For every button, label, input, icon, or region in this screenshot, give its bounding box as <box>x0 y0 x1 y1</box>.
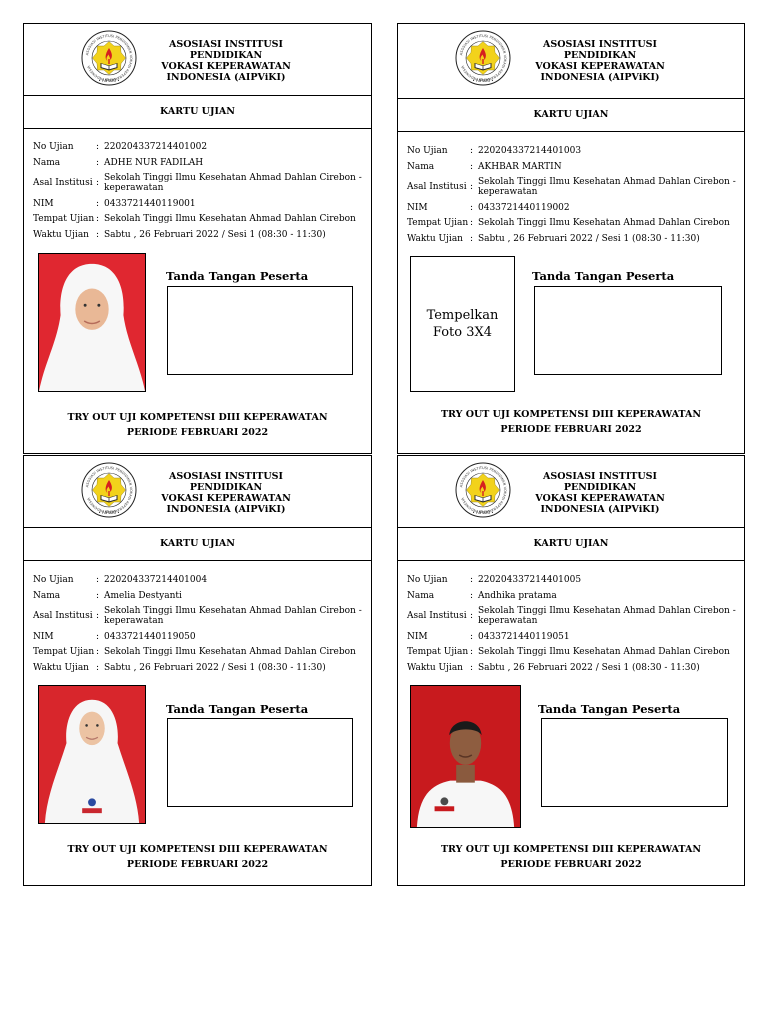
label-tempat: Tempat Ujian <box>407 647 469 657</box>
label-tempat: Tempat Ujian <box>33 647 95 657</box>
label-institusi: Asal Institusi <box>33 178 93 188</box>
exam-card-3 <box>23 455 372 886</box>
info-row-no-ujian: No Ujian : 220204337214401003 <box>407 146 737 156</box>
org-line-1: ASOSIASI INSTITUSI PENDIDIKAN <box>543 471 657 493</box>
label-nim: NIM <box>33 631 54 642</box>
participant-info <box>33 575 363 678</box>
value-waktu: Sabtu , 26 Februari 2022 / Sesi 1 (08:30 - 11:30) <box>104 662 326 673</box>
participant-photo <box>410 685 521 828</box>
value-nama: Andhika pratama <box>478 590 557 601</box>
footer-line-2: PERIODE FEBRUARI 2022 <box>500 424 642 435</box>
value-institusi: Sekolah Tinggi Ilmu Kesehatan Ahmad Dahlan Cirebon - keperawatan <box>478 177 736 197</box>
signature-box <box>167 286 353 375</box>
label-nama: Nama <box>33 590 61 601</box>
label-no-ujian: No Ujian <box>33 142 74 152</box>
info-row-tempat: Tempat Ujian : Sekolah Tinggi Ilmu Kesehatan Ahmad Dahlan Cirebon <box>407 647 737 657</box>
org-line-2: VOKASI KEPERAWATAN <box>161 493 291 504</box>
value-waktu: Sabtu , 26 Februari 2022 / Sesi 1 (08:30 - 11:30) <box>478 662 700 673</box>
card-title: KARTU UJIAN <box>24 527 371 561</box>
label-waktu: Waktu Ujian <box>407 233 463 244</box>
label-nama: Nama <box>407 590 435 601</box>
value-no-ujian: 220204337214401004 <box>104 575 208 585</box>
participant-photo <box>38 685 146 824</box>
value-nim: 0433721440119002 <box>478 202 570 213</box>
value-tempat: Sekolah Tinggi Ilmu Kesehatan Ahmad Dahlan Cirebon <box>104 214 356 224</box>
org-line-3: INDONESIA (AIPViKI) <box>540 72 660 83</box>
info-row-institusi: Asal Institusi : Sekolah Tinggi Ilmu Kesehatan Ahmad Dahlan Cirebon - keperawatan <box>407 606 736 626</box>
aipviki-logo-icon <box>81 462 137 518</box>
info-row-nama: Nama : ADHE NUR FADILAH <box>33 158 363 168</box>
card-footer <box>24 842 371 872</box>
value-waktu: Sabtu , 26 Februari 2022 / Sesi 1 (08:30 - 11:30) <box>104 229 326 240</box>
organization-name <box>136 39 316 83</box>
exam-card-2 <box>397 23 745 454</box>
value-no-ujian: 220204337214401002 <box>104 142 208 152</box>
info-row-waktu: Waktu Ujian : Sabtu , 26 Februari 2022 / Sesi 1 (08:30 - 11:30) <box>407 663 737 673</box>
label-nim: NIM <box>407 631 428 642</box>
aipviki-logo-icon <box>455 462 511 518</box>
card-title: KARTU UJIAN <box>398 98 744 132</box>
info-row-no-ujian: No Ujian : 220204337214401002 <box>33 142 363 152</box>
card-header <box>24 24 371 96</box>
photo-placeholder <box>410 256 515 392</box>
footer-line-1: TRY OUT UJI KOMPETENSI DIII KEPERAWATAN <box>67 844 328 855</box>
info-row-waktu: Waktu Ujian : Sabtu , 26 Februari 2022 / Sesi 1 (08:30 - 11:30) <box>33 230 363 240</box>
info-row-nim: NIM : 0433721440119051 <box>407 632 737 642</box>
label-no-ujian: No Ujian <box>33 575 74 585</box>
org-line-2: VOKASI KEPERAWATAN <box>535 493 665 504</box>
footer-line-1: TRY OUT UJI KOMPETENSI DIII KEPERAWATAN <box>440 409 702 420</box>
label-institusi: Asal Institusi <box>33 611 93 621</box>
participant-info <box>407 146 737 249</box>
value-no-ujian: 220204337214401005 <box>478 575 582 585</box>
org-line-1: ASOSIASI INSTITUSI PENDIDIKAN <box>169 39 283 61</box>
org-line-3: INDONESIA (AIPViKI) <box>540 504 660 515</box>
info-row-nim: NIM : 0433721440119001 <box>33 199 363 209</box>
label-institusi: Asal Institusi <box>407 611 467 621</box>
label-institusi: Asal Institusi <box>407 182 467 192</box>
card-header <box>24 456 371 528</box>
label-no-ujian: No Ujian <box>407 146 448 156</box>
info-row-no-ujian: No Ujian : 220204337214401005 <box>407 575 737 585</box>
org-line-3: INDONESIA (AIPViKI) <box>166 504 286 515</box>
info-row-nama: Nama : AKHBAR MARTIN <box>407 162 737 172</box>
info-row-waktu: Waktu Ujian : Sabtu , 26 Februari 2022 / Sesi 1 (08:30 - 11:30) <box>33 663 363 673</box>
value-nama: AKHBAR MARTIN <box>478 161 562 172</box>
signature-title: Tanda Tangan Peserta <box>166 269 309 283</box>
organization-name <box>136 471 316 515</box>
participant-info <box>407 575 737 678</box>
info-row-institusi: Asal Institusi : Sekolah Tinggi Ilmu Kesehatan Ahmad Dahlan Cirebon - keperawatan <box>407 177 736 197</box>
footer-line-2: PERIODE FEBRUARI 2022 <box>500 859 642 870</box>
card-header <box>398 24 744 99</box>
signature-box <box>534 286 722 375</box>
card-footer <box>398 842 744 872</box>
org-line-3: INDONESIA (AIPViKI) <box>166 72 286 83</box>
label-no-ujian: No Ujian <box>407 575 448 585</box>
info-row-no-ujian: No Ujian : 220204337214401004 <box>33 575 363 585</box>
value-nim: 0433721440119051 <box>478 631 570 642</box>
signature-title: Tanda Tangan Peserta <box>532 269 675 283</box>
value-tempat: Sekolah Tinggi Ilmu Kesehatan Ahmad Dahlan Cirebon <box>478 647 730 657</box>
label-tempat: Tempat Ujian <box>33 214 95 224</box>
label-waktu: Waktu Ujian <box>407 662 463 673</box>
info-row-waktu: Waktu Ujian : Sabtu , 26 Februari 2022 / Sesi 1 (08:30 - 11:30) <box>407 234 737 244</box>
info-row-tempat: Tempat Ujian : Sekolah Tinggi Ilmu Kesehatan Ahmad Dahlan Cirebon <box>407 218 737 228</box>
footer-line-2: PERIODE FEBRUARI 2022 <box>126 427 269 438</box>
photo-placeholder-line-2: Foto 3X4 <box>432 325 493 340</box>
value-nim: 0433721440119001 <box>104 198 196 209</box>
info-row-tempat: Tempat Ujian : Sekolah Tinggi Ilmu Kesehatan Ahmad Dahlan Cirebon <box>33 647 363 657</box>
exam-card-1 <box>23 23 372 454</box>
value-tempat: Sekolah Tinggi Ilmu Kesehatan Ahmad Dahlan Cirebon <box>478 218 730 228</box>
info-row-nama: Nama : Andhika pratama <box>407 591 737 601</box>
label-nama: Nama <box>407 161 435 172</box>
exam-card-4 <box>397 455 745 886</box>
card-footer <box>24 410 371 440</box>
aipviki-logo-icon <box>455 30 511 86</box>
value-nim: 0433721440119050 <box>104 631 196 642</box>
label-waktu: Waktu Ujian <box>33 229 89 240</box>
value-institusi: Sekolah Tinggi Ilmu Kesehatan Ahmad Dahlan Cirebon - keperawatan <box>478 606 736 626</box>
org-line-2: VOKASI KEPERAWATAN <box>535 61 665 72</box>
info-row-nim: NIM : 0433721440119002 <box>407 203 737 213</box>
value-nama: ADHE NUR FADILAH <box>104 157 204 168</box>
signature-title: Tanda Tangan Peserta <box>166 702 309 716</box>
value-institusi: Sekolah Tinggi Ilmu Kesehatan Ahmad Dahlan Cirebon - keperawatan <box>104 606 362 626</box>
org-line-1: ASOSIASI INSTITUSI PENDIDIKAN <box>169 471 283 493</box>
value-institusi: Sekolah Tinggi Ilmu Kesehatan Ahmad Dahlan Cirebon - keperawatan <box>104 173 362 193</box>
organization-name <box>510 471 690 515</box>
signature-box <box>167 718 353 807</box>
footer-line-1: TRY OUT UJI KOMPETENSI DIII KEPERAWATAN <box>440 844 702 855</box>
label-tempat: Tempat Ujian <box>407 218 469 228</box>
aipviki-logo-icon <box>81 30 137 86</box>
value-nama: Amelia Destyanti <box>104 590 182 601</box>
label-nama: Nama <box>33 157 61 168</box>
organization-name <box>510 39 690 83</box>
card-header <box>398 456 744 528</box>
value-tempat: Sekolah Tinggi Ilmu Kesehatan Ahmad Dahlan Cirebon <box>104 647 356 657</box>
participant-info <box>33 142 363 245</box>
org-line-1: ASOSIASI INSTITUSI PENDIDIKAN <box>543 39 657 61</box>
value-waktu: Sabtu , 26 Februari 2022 / Sesi 1 (08:30 - 11:30) <box>478 233 700 244</box>
info-row-institusi: Asal Institusi : Sekolah Tinggi Ilmu Kesehatan Ahmad Dahlan Cirebon - keperawatan <box>33 606 362 626</box>
label-nim: NIM <box>33 198 54 209</box>
footer-line-1: TRY OUT UJI KOMPETENSI DIII KEPERAWATAN <box>67 412 328 423</box>
info-row-institusi: Asal Institusi : Sekolah Tinggi Ilmu Kesehatan Ahmad Dahlan Cirebon - keperawatan <box>33 173 362 193</box>
label-nim: NIM <box>407 202 428 213</box>
info-row-nama: Nama : Amelia Destyanti <box>33 591 363 601</box>
signature-title: Tanda Tangan Peserta <box>538 702 681 716</box>
info-row-nim: NIM : 0433721440119050 <box>33 632 363 642</box>
card-title: KARTU UJIAN <box>24 95 371 129</box>
value-no-ujian: 220204337214401003 <box>478 146 582 156</box>
org-line-2: VOKASI KEPERAWATAN <box>161 61 291 72</box>
info-row-tempat: Tempat Ujian : Sekolah Tinggi Ilmu Kesehatan Ahmad Dahlan Cirebon <box>33 214 363 224</box>
card-footer <box>398 407 744 437</box>
footer-line-2: PERIODE FEBRUARI 2022 <box>126 859 269 870</box>
label-waktu: Waktu Ujian <box>33 662 89 673</box>
photo-placeholder-line-1: Tempelkan <box>426 308 499 323</box>
card-title: KARTU UJIAN <box>398 527 744 561</box>
participant-photo <box>38 253 146 392</box>
signature-box <box>541 718 728 807</box>
